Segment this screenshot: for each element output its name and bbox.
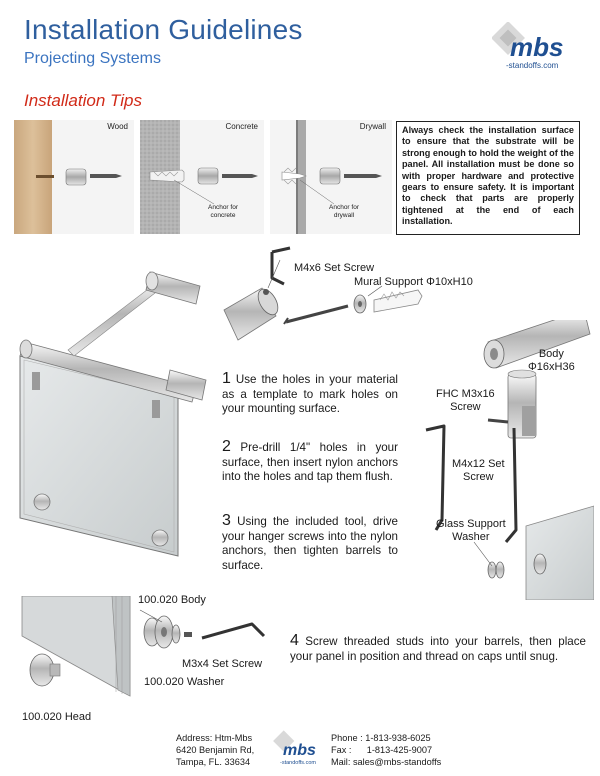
mbs-logo: [492, 22, 574, 74]
projecting-sign-illustration: [10, 260, 216, 560]
label-fhc-screw: FHC M3x16 Screw: [436, 388, 495, 413]
drywall-label: Drywall: [359, 122, 386, 131]
page-subtitle: Projecting Systems: [24, 50, 161, 67]
footer-mail[interactable]: Mail: sales@mbs-standoffs: [331, 757, 442, 768]
label-m4x12-set-screw: M4x12 Set Screw: [452, 458, 505, 483]
footer-contact: [331, 732, 441, 769]
anchor-drywall-label: Anchor for drywall: [329, 204, 359, 219]
anchor-concrete-label: Anchor for concrete: [208, 204, 238, 219]
footer-address: Address: Htm-Mbs 6420 Benjamin Rd, Tampa, FL. 33634: [176, 733, 255, 768]
footer-mbs-logo: [272, 730, 322, 768]
safety-note: Always check the installation surface to ensure that the substrate will be strong enough to hold the weight of the panel. All installation must be done so with proper hardware and protective gears to ensure safety. It is important to check that parts are properly tightened at the end of each installation.: [396, 121, 580, 235]
wood-panel: [14, 120, 134, 234]
logo-url: -standoffs.com: [506, 61, 559, 70]
page-title: Installation Guidelines: [24, 14, 303, 45]
concrete-panel: [140, 120, 264, 234]
label-100-020-washer: 100.020 Washer: [144, 676, 225, 688]
label-mural-support: Mural Support Φ10xH10: [354, 276, 473, 288]
footer-fax: Fax : 1-813-425-9007: [331, 745, 433, 756]
wood-label: Wood: [107, 122, 128, 131]
label-100-020-head: 100.020 Head: [22, 711, 92, 723]
label-m4x6-set-screw: M4x6 Set Screw: [294, 262, 375, 274]
label-glass-support-washer: Glass Support Washer: [436, 518, 506, 543]
footer-logo-wordmark: mbs: [283, 742, 316, 759]
installation-tips-heading: Installation Tips: [24, 91, 142, 110]
concrete-label: Concrete: [225, 122, 258, 131]
label-m3x4-set-screw: M3x4 Set Screw: [182, 658, 263, 670]
step-4-text: 4 Screw threaded studs into your barrels, then place your panel in position and thread on caps until snug.: [290, 632, 586, 663]
label-100-020-body: 100.020 Body: [138, 594, 206, 606]
label-body: Body Φ16xH36: [528, 348, 575, 373]
footer-logo-url: -standoffs.com: [280, 760, 316, 766]
logo-wordmark: mbs: [510, 32, 564, 62]
step-1-text: 1 Use the holes in your material as a template to mark holes on your mounting surface.: [222, 370, 398, 416]
drywall-panel: [270, 120, 392, 234]
step-2-text: 2 Pre-drill 1/4" holes in your surface, then insert nylon anchors into the holes and tap them flush.: [222, 438, 398, 484]
footer-phone: Phone : 1-813-938-6025: [331, 733, 431, 743]
standoff-100-020-illustration: [12, 596, 282, 716]
step-3-text: 3 Using the included tool, drive your hanger screws into the nylon anchors, then tighten barrels to surface.: [222, 512, 398, 572]
